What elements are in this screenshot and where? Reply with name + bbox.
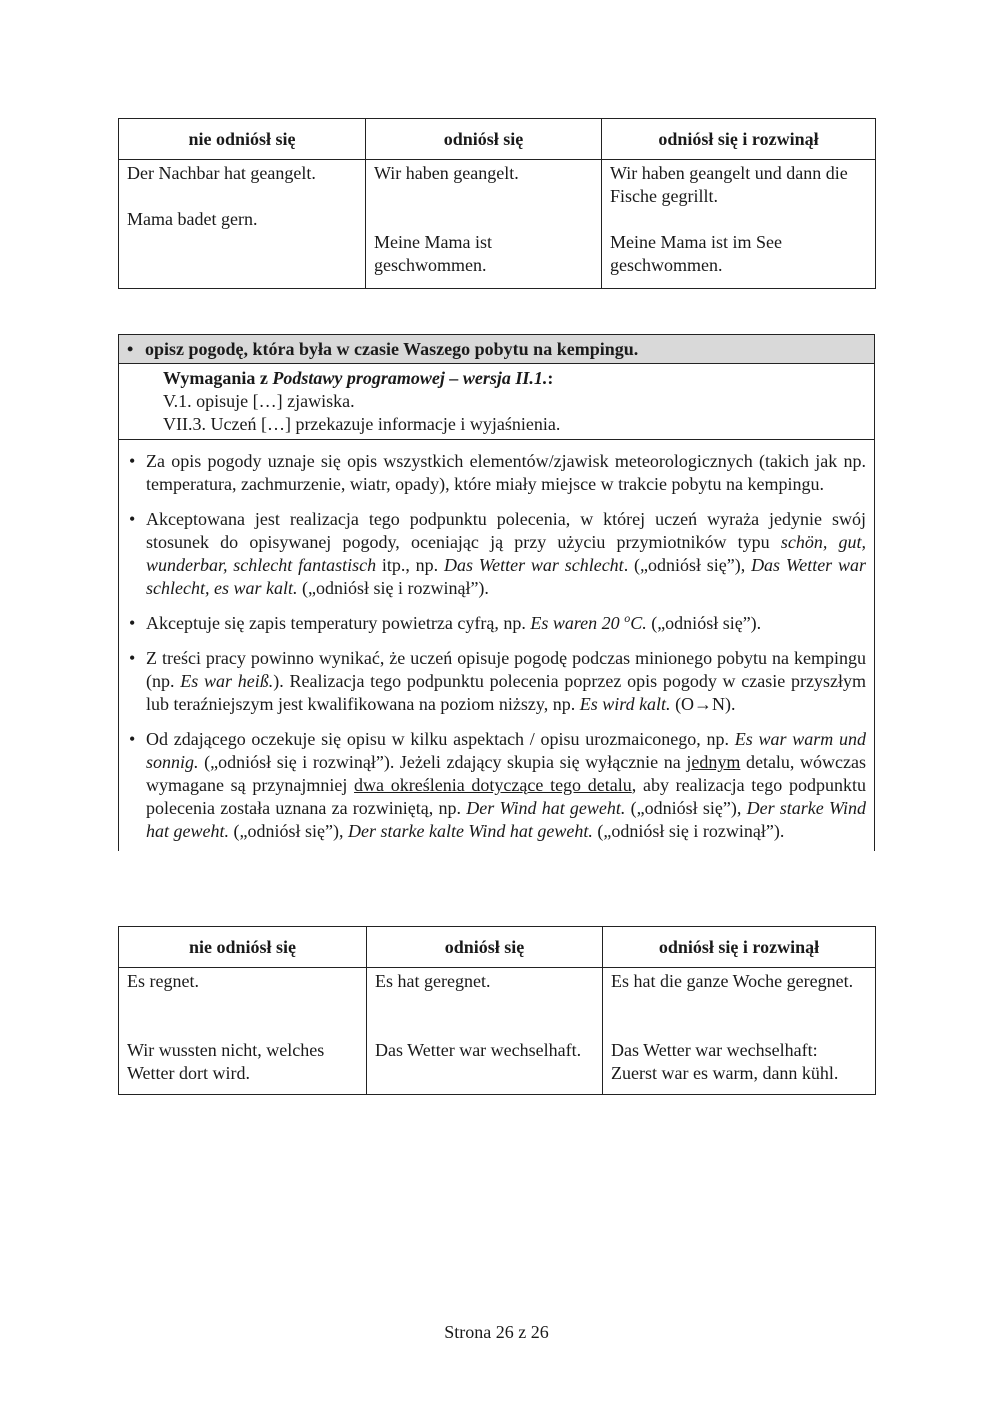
- list-item: • Akceptowana jest realizacja tego podpunktu polecenia, w której uczeń wyraża jedynie swój stosunek do opisywanej pogody, oceniając ją przy użyciu przymiotników typu schön, gut, wunderbar, schlecht fantastisch itp., np. Das Wetter war schlecht. („odniósł się”), Das Wetter war schlecht, es war kalt. („odniósł się i rozwinął”).: [127, 508, 866, 600]
- list-item: • Od zdającego oczekuje się opisu w kilku aspektach / opisu urozmaiconego, np. Es war warm und sonnig. („odniósł się i rozwinął”). Jeżeli zdający skupia się wyłącznie na jednym detalu, wówczas wymagane są przynajmniej dwa określenia dotyczące tego detalu, aby realizacja tego podpunktu polecenia została uznana za rozwiniętą, np. Der Wind hat geweht. („odniósł się”), Der starke Wind hat geweht. („odniósł się”), Der starke kalte Wind hat geweht. („odniósł się i rozwinął”).: [127, 728, 866, 843]
- bullet-icon: •: [127, 339, 134, 359]
- requirements-heading: Wymagania z Podstawy programowej – wersja II.1.:: [163, 368, 554, 388]
- table-row: [119, 968, 876, 1095]
- table-cell: Der Nachbar hat geangelt. Mama badet gern.: [119, 160, 366, 289]
- scoring-notes: [119, 440, 874, 851]
- table-header-row: [119, 927, 876, 968]
- requirement-line: VII.3. Uczeń […] przekazuje informacje i wyjaśnienia.: [163, 414, 561, 434]
- list-item: • Za opis pogody uznaje się opis wszystkich elementów/zjawisk meteorologicznych (takich jak np. temperatura, zachmurzenie, wiatr, opady), które miały miejsce w trakcie pobytu na kempingu.: [127, 450, 866, 496]
- list-item: • Z treści pracy powinno wynikać, że uczeń opisuje pogodę podczas minionego pobytu na kempingu (np. Es war heiß.). Realizacja tego podpunktu polecenia poprzez opis pogody w czasie przyszłym lub teraźniejszym jest kwalifikowana na poziom niższy, np. Es wird kalt. (O→N).: [127, 647, 866, 716]
- task-box: [118, 334, 875, 851]
- page-number: Strona 26 z 26: [444, 1322, 549, 1342]
- table-cell: Es hat geregnet. Das Wetter war wechselhaft.: [367, 968, 603, 1095]
- col-header-reference: odniósł się: [367, 927, 603, 968]
- col-header-reference: odniósł się: [366, 119, 602, 160]
- scoring-table-1: [118, 118, 876, 289]
- table-cell: Wir haben geangelt. Meine Mama ist geschwommen.: [366, 160, 602, 289]
- col-header-reference-developed: odniósł się i rozwinął: [603, 927, 876, 968]
- task-heading: • opisz pogodę, która była w czasie Waszego pobytu na kempingu.: [119, 335, 874, 364]
- table-cell: Es regnet. Wir wussten nicht, welches Wetter dort wird.: [119, 968, 367, 1095]
- col-header-reference-developed: odniósł się i rozwinął: [602, 119, 876, 160]
- list-item: • Akceptuje się zapis temperatury powietrza cyfrą, np. Es waren 20 $^o$C. („odniósł się”).: [127, 612, 866, 635]
- scoring-table-2: [118, 926, 876, 1095]
- col-header-no-reference: nie odniósł się: [119, 119, 366, 160]
- table-header-row: [119, 119, 876, 160]
- requirement-line: V.1. opisuje […] zjawiska.: [163, 391, 355, 411]
- requirements-block: [119, 364, 874, 440]
- col-header-no-reference: nie odniósł się: [119, 927, 367, 968]
- table-cell: Es hat die ganze Woche geregnet. Das Wetter war wechselhaft: Zuerst war es warm, dann kühl.: [603, 968, 876, 1095]
- table-cell: Wir haben geangelt und dann die Fische gegrillt. Meine Mama ist im See geschwommen.: [602, 160, 876, 289]
- table-row: [119, 160, 876, 289]
